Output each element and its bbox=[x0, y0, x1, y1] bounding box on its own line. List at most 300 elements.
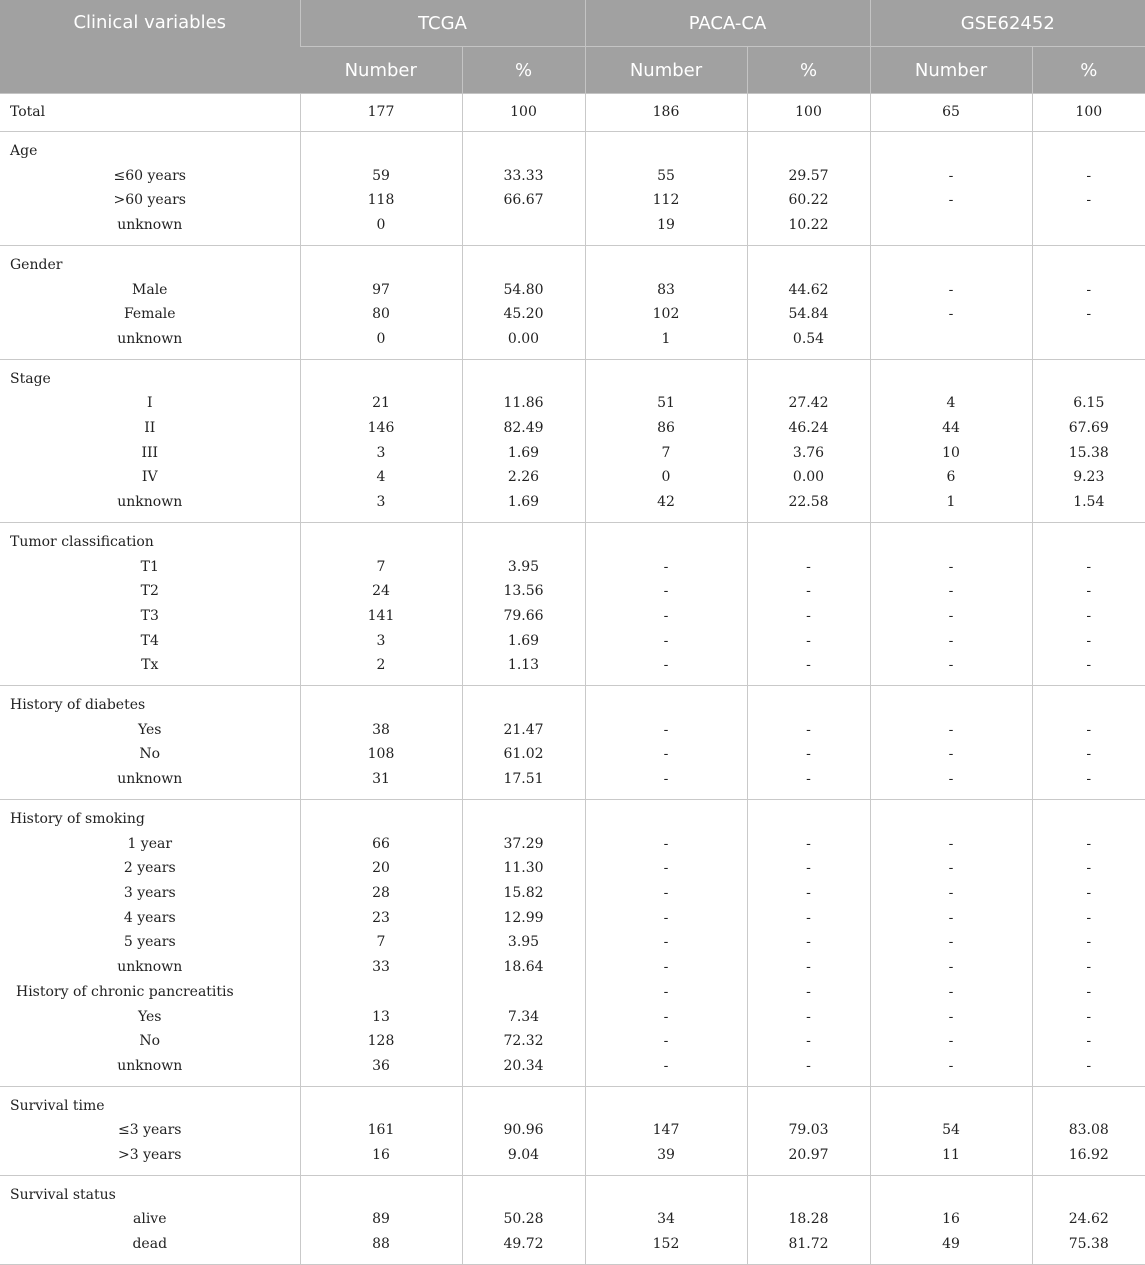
row-label-cell bbox=[0, 604, 300, 629]
table-cell: - bbox=[870, 164, 1032, 189]
table-cell: - bbox=[747, 604, 870, 629]
table-row bbox=[0, 980, 1145, 1005]
table-cell: - bbox=[1032, 832, 1145, 857]
table-cell: - bbox=[1032, 1005, 1145, 1030]
table-cell bbox=[462, 686, 585, 718]
table-row bbox=[0, 906, 1145, 931]
row-label: unknown bbox=[117, 771, 183, 788]
table-cell: 72.32 bbox=[462, 1029, 585, 1054]
table-cell: - bbox=[870, 906, 1032, 931]
table-cell bbox=[870, 522, 1032, 554]
table-cell: 17.51 bbox=[462, 767, 585, 799]
table-row bbox=[0, 604, 1145, 629]
group-title: Gender bbox=[10, 256, 63, 273]
table-cell: 36 bbox=[300, 1054, 462, 1086]
table-cell: - bbox=[585, 579, 747, 604]
table-cell: 3.76 bbox=[747, 441, 870, 466]
row-label: dead bbox=[132, 1236, 168, 1253]
table-cell: - bbox=[1032, 767, 1145, 799]
table-cell: 10.22 bbox=[747, 213, 870, 245]
table-row bbox=[0, 278, 1145, 303]
table-cell bbox=[747, 1086, 870, 1118]
table-cell: 21 bbox=[300, 391, 462, 416]
table-cell: 3.95 bbox=[462, 930, 585, 955]
table-row bbox=[0, 881, 1145, 906]
table-cell: - bbox=[747, 980, 870, 1005]
table-cell: 65 bbox=[870, 94, 1032, 132]
row-label: unknown bbox=[117, 494, 183, 511]
table-cell: 146 bbox=[300, 416, 462, 441]
table-cell: 1 bbox=[870, 490, 1032, 522]
table-cell: - bbox=[747, 653, 870, 685]
table-cell bbox=[747, 686, 870, 718]
total-row bbox=[0, 94, 1145, 132]
table-cell: 3.95 bbox=[462, 555, 585, 580]
table-row bbox=[0, 164, 1145, 189]
table-cell: 18.64 bbox=[462, 955, 585, 980]
table-cell: 0.00 bbox=[747, 465, 870, 490]
row-label-cell bbox=[0, 164, 300, 189]
table-cell bbox=[585, 132, 747, 164]
group-title-row bbox=[0, 132, 1145, 164]
table-cell: 51 bbox=[585, 391, 747, 416]
table-row bbox=[0, 1232, 1145, 1264]
row-label-cell bbox=[0, 465, 300, 490]
row-label: Yes bbox=[138, 1008, 162, 1025]
table-cell: - bbox=[585, 767, 747, 799]
group-title: Survival time bbox=[10, 1097, 105, 1114]
table-cell: - bbox=[585, 718, 747, 743]
table-cell bbox=[1032, 799, 1145, 831]
table-row bbox=[0, 213, 1145, 245]
table-cell: 34 bbox=[585, 1207, 747, 1232]
table-cell: 80 bbox=[300, 302, 462, 327]
table-cell: 2.26 bbox=[462, 465, 585, 490]
table-cell: 1 bbox=[585, 327, 747, 359]
table-cell bbox=[1032, 522, 1145, 554]
table-cell: 44.62 bbox=[747, 278, 870, 303]
table-cell: 83 bbox=[585, 278, 747, 303]
row-label: IV bbox=[141, 469, 158, 486]
table-cell bbox=[300, 245, 462, 277]
header-number: Number bbox=[870, 47, 1032, 94]
table-row bbox=[0, 555, 1145, 580]
row-label: Yes bbox=[138, 721, 162, 738]
row-label-cell bbox=[0, 327, 300, 359]
table-cell: - bbox=[870, 955, 1032, 980]
row-label-cell bbox=[0, 718, 300, 743]
row-label-cell bbox=[0, 629, 300, 654]
row-label: Male bbox=[132, 281, 168, 298]
table-cell: - bbox=[747, 881, 870, 906]
table-cell bbox=[870, 686, 1032, 718]
table-cell: - bbox=[585, 856, 747, 881]
row-label-cell bbox=[0, 906, 300, 931]
table-cell: 0 bbox=[585, 465, 747, 490]
table-row bbox=[0, 1207, 1145, 1232]
group-title: Survival status bbox=[10, 1186, 116, 1203]
table-cell: 13 bbox=[300, 1005, 462, 1030]
table-cell bbox=[585, 686, 747, 718]
table-cell: - bbox=[870, 1029, 1032, 1054]
row-label-cell bbox=[0, 1118, 300, 1143]
table-cell: 81.72 bbox=[747, 1232, 870, 1264]
table-row bbox=[0, 1118, 1145, 1143]
table-cell: - bbox=[747, 555, 870, 580]
table-cell: 3 bbox=[300, 441, 462, 466]
row-label-cell bbox=[0, 213, 300, 245]
row-label: No bbox=[139, 746, 161, 763]
table-cell: - bbox=[585, 629, 747, 654]
table-cell: 1.69 bbox=[462, 629, 585, 654]
table-cell: 82.49 bbox=[462, 416, 585, 441]
table-cell: 50.28 bbox=[462, 1207, 585, 1232]
table-cell: 0.54 bbox=[747, 327, 870, 359]
table-cell: 28 bbox=[300, 881, 462, 906]
row-label: unknown bbox=[117, 330, 183, 347]
row-label: Tx bbox=[141, 657, 159, 674]
table-row bbox=[0, 742, 1145, 767]
table-cell bbox=[1032, 132, 1145, 164]
table-cell: 37.29 bbox=[462, 832, 585, 857]
row-label: T2 bbox=[140, 583, 159, 600]
table-cell: - bbox=[585, 653, 747, 685]
group-title-row bbox=[0, 522, 1145, 554]
table-cell: - bbox=[1032, 629, 1145, 654]
row-label: unknown bbox=[117, 217, 183, 234]
table-header bbox=[0, 0, 1145, 94]
table-row bbox=[0, 327, 1145, 359]
table-cell: 49.72 bbox=[462, 1232, 585, 1264]
table-cell: - bbox=[870, 718, 1032, 743]
table-cell: 19 bbox=[585, 213, 747, 245]
table-cell: - bbox=[870, 980, 1032, 1005]
row-label: >3 years bbox=[117, 1147, 182, 1164]
table-cell bbox=[300, 132, 462, 164]
header-dataset-gse62452: GSE62452 bbox=[870, 0, 1145, 47]
table-cell: 42 bbox=[585, 490, 747, 522]
table-cell bbox=[1032, 213, 1145, 245]
table-cell bbox=[462, 213, 585, 245]
table-cell: 177 bbox=[300, 94, 462, 132]
table-cell: 79.66 bbox=[462, 604, 585, 629]
table-cell: - bbox=[870, 555, 1032, 580]
table-cell bbox=[462, 245, 585, 277]
table-cell: 54.84 bbox=[747, 302, 870, 327]
table-cell: 112 bbox=[585, 188, 747, 213]
table-cell: 11.30 bbox=[462, 856, 585, 881]
table-cell: - bbox=[1032, 1029, 1145, 1054]
table-row bbox=[0, 767, 1145, 799]
table-cell: 152 bbox=[585, 1232, 747, 1264]
table-cell bbox=[747, 245, 870, 277]
group-title-row bbox=[0, 686, 1145, 718]
table-cell: - bbox=[870, 1054, 1032, 1086]
table-row bbox=[0, 1143, 1145, 1175]
table-cell: - bbox=[585, 881, 747, 906]
table-cell: 100 bbox=[462, 94, 585, 132]
row-label: unknown bbox=[117, 1057, 183, 1074]
table-cell bbox=[1032, 686, 1145, 718]
table-row bbox=[0, 832, 1145, 857]
row-label-cell bbox=[0, 1005, 300, 1030]
row-label-cell bbox=[0, 742, 300, 767]
table-cell: - bbox=[747, 1005, 870, 1030]
table-cell: 22.58 bbox=[747, 490, 870, 522]
table-cell: 20 bbox=[300, 856, 462, 881]
header-dataset-tcga: TCGA bbox=[300, 0, 585, 47]
table-cell bbox=[462, 132, 585, 164]
table-cell bbox=[300, 686, 462, 718]
row-label-cell bbox=[0, 856, 300, 881]
table-cell: 88 bbox=[300, 1232, 462, 1264]
table-cell bbox=[747, 132, 870, 164]
table-cell: 89 bbox=[300, 1207, 462, 1232]
table-cell: - bbox=[585, 980, 747, 1005]
table-cell: 0 bbox=[300, 213, 462, 245]
table-cell: 79.03 bbox=[747, 1118, 870, 1143]
table-cell: 16 bbox=[300, 1143, 462, 1175]
row-label: unknown bbox=[117, 959, 183, 976]
table-cell: 9.04 bbox=[462, 1143, 585, 1175]
table-cell: 2 bbox=[300, 653, 462, 685]
table-cell bbox=[870, 799, 1032, 831]
table-cell: 6.15 bbox=[1032, 391, 1145, 416]
row-label-cell bbox=[0, 980, 300, 1005]
table-cell: - bbox=[585, 1029, 747, 1054]
table-cell: - bbox=[1032, 555, 1145, 580]
table-cell: 10 bbox=[870, 441, 1032, 466]
table-cell: 0.00 bbox=[462, 327, 585, 359]
row-label: 1 year bbox=[127, 835, 173, 852]
table-cell: 24.62 bbox=[1032, 1207, 1145, 1232]
table-cell: 45.20 bbox=[462, 302, 585, 327]
table-cell: 7.34 bbox=[462, 1005, 585, 1030]
table-cell: 6 bbox=[870, 465, 1032, 490]
table-row bbox=[0, 930, 1145, 955]
table-cell: - bbox=[1032, 718, 1145, 743]
row-label-cell bbox=[0, 1029, 300, 1054]
table-cell: 1.13 bbox=[462, 653, 585, 685]
table-cell: - bbox=[870, 629, 1032, 654]
table-cell: 102 bbox=[585, 302, 747, 327]
table-cell bbox=[1032, 1175, 1145, 1207]
row-label: History of chronic pancreatitis bbox=[16, 983, 234, 1000]
row-label-cell bbox=[0, 490, 300, 522]
row-label-cell bbox=[0, 391, 300, 416]
row-label-cell bbox=[0, 441, 300, 466]
table-cell: 1.54 bbox=[1032, 490, 1145, 522]
table-cell: - bbox=[870, 579, 1032, 604]
row-label-cell bbox=[0, 579, 300, 604]
row-label: 5 years bbox=[123, 934, 176, 951]
table-cell: 44 bbox=[870, 416, 1032, 441]
row-label: 3 years bbox=[123, 884, 176, 901]
table-cell bbox=[300, 799, 462, 831]
table-cell: - bbox=[585, 906, 747, 931]
total-label: Total bbox=[0, 94, 300, 132]
table-cell: 54 bbox=[870, 1118, 1032, 1143]
table-cell: 18.28 bbox=[747, 1207, 870, 1232]
row-label: T4 bbox=[140, 632, 159, 649]
table-cell: - bbox=[870, 278, 1032, 303]
table-cell: - bbox=[585, 955, 747, 980]
table-cell: - bbox=[1032, 980, 1145, 1005]
table-cell: 161 bbox=[300, 1118, 462, 1143]
table-cell bbox=[585, 359, 747, 391]
header-percent: % bbox=[747, 47, 870, 94]
table-cell: 33.33 bbox=[462, 164, 585, 189]
row-label: T3 bbox=[140, 607, 159, 624]
table-cell: - bbox=[870, 302, 1032, 327]
table-cell: 66.67 bbox=[462, 188, 585, 213]
table-cell: - bbox=[870, 930, 1032, 955]
table-cell bbox=[747, 1175, 870, 1207]
row-label-cell bbox=[0, 555, 300, 580]
table-cell: 100 bbox=[1032, 94, 1145, 132]
table-row bbox=[0, 718, 1145, 743]
table-cell: - bbox=[585, 555, 747, 580]
table-cell: - bbox=[1032, 604, 1145, 629]
table-cell: - bbox=[747, 856, 870, 881]
row-label: ≤60 years bbox=[113, 167, 186, 184]
table-cell: - bbox=[747, 767, 870, 799]
table-cell: - bbox=[747, 930, 870, 955]
table-cell: - bbox=[1032, 955, 1145, 980]
table-cell bbox=[462, 1086, 585, 1118]
table-cell: 1.69 bbox=[462, 441, 585, 466]
table-cell bbox=[300, 522, 462, 554]
header-clinical-variables: Clinical variables bbox=[0, 0, 300, 94]
table-row bbox=[0, 302, 1145, 327]
table-cell bbox=[585, 1175, 747, 1207]
table-cell: 46.24 bbox=[747, 416, 870, 441]
table-cell: 20.97 bbox=[747, 1143, 870, 1175]
table-cell: - bbox=[870, 767, 1032, 799]
table-cell bbox=[300, 1086, 462, 1118]
table-cell: - bbox=[747, 955, 870, 980]
row-label: 4 years bbox=[123, 909, 176, 926]
table-cell: 59 bbox=[300, 164, 462, 189]
table-cell bbox=[462, 980, 585, 1005]
table-cell: - bbox=[870, 653, 1032, 685]
table-cell bbox=[870, 359, 1032, 391]
table-row bbox=[0, 1005, 1145, 1030]
table-cell: - bbox=[585, 1054, 747, 1086]
row-label-cell bbox=[0, 881, 300, 906]
table-cell bbox=[462, 799, 585, 831]
table-cell: - bbox=[1032, 653, 1145, 685]
header-percent: % bbox=[1032, 47, 1145, 94]
table-cell: 3 bbox=[300, 490, 462, 522]
header-number: Number bbox=[585, 47, 747, 94]
table-cell: - bbox=[870, 188, 1032, 213]
table-cell: 15.82 bbox=[462, 881, 585, 906]
row-label-cell bbox=[0, 302, 300, 327]
table-cell: - bbox=[1032, 856, 1145, 881]
table-cell: - bbox=[747, 579, 870, 604]
table-row bbox=[0, 579, 1145, 604]
table-cell bbox=[300, 1175, 462, 1207]
row-label-cell bbox=[0, 653, 300, 685]
group-title: Tumor classification bbox=[10, 533, 154, 550]
table-cell: 100 bbox=[747, 94, 870, 132]
table-cell: 29.57 bbox=[747, 164, 870, 189]
row-label-cell bbox=[0, 832, 300, 857]
group-title: Stage bbox=[10, 370, 51, 387]
row-label: III bbox=[141, 444, 159, 461]
header-dataset-paca-ca: PACA-CA bbox=[585, 0, 870, 47]
table-cell: 15.38 bbox=[1032, 441, 1145, 466]
table-cell: - bbox=[585, 930, 747, 955]
row-label-cell bbox=[0, 278, 300, 303]
table-cell bbox=[585, 799, 747, 831]
table-cell: 75.38 bbox=[1032, 1232, 1145, 1264]
table-cell: 90.96 bbox=[462, 1118, 585, 1143]
table-row bbox=[0, 1054, 1145, 1086]
table-cell bbox=[870, 213, 1032, 245]
table-cell: 86 bbox=[585, 416, 747, 441]
table-cell: 7 bbox=[300, 555, 462, 580]
row-label-cell bbox=[0, 1207, 300, 1232]
table-cell: 20.34 bbox=[462, 1054, 585, 1086]
table-cell: 11 bbox=[870, 1143, 1032, 1175]
table-cell bbox=[747, 799, 870, 831]
table-cell: 83.08 bbox=[1032, 1118, 1145, 1143]
group-title-row bbox=[0, 799, 1145, 831]
table-cell bbox=[1032, 1086, 1145, 1118]
table-cell bbox=[462, 522, 585, 554]
table-cell: - bbox=[1032, 579, 1145, 604]
row-label: 2 years bbox=[123, 860, 176, 877]
table-cell: 38 bbox=[300, 718, 462, 743]
table-cell bbox=[585, 1086, 747, 1118]
table-cell bbox=[585, 522, 747, 554]
row-label: alive bbox=[133, 1211, 167, 1228]
table-cell: - bbox=[870, 604, 1032, 629]
table-cell: 0 bbox=[300, 327, 462, 359]
table-cell: 97 bbox=[300, 278, 462, 303]
table-cell: - bbox=[1032, 302, 1145, 327]
table-cell: 54.80 bbox=[462, 278, 585, 303]
row-label: >60 years bbox=[113, 192, 186, 209]
group-title: Age bbox=[10, 143, 38, 159]
table-cell: 55 bbox=[585, 164, 747, 189]
table-cell: - bbox=[1032, 188, 1145, 213]
table-cell: - bbox=[870, 742, 1032, 767]
table-cell: - bbox=[1032, 881, 1145, 906]
table-cell bbox=[1032, 327, 1145, 359]
table-row bbox=[0, 1029, 1145, 1054]
header-number: Number bbox=[300, 47, 462, 94]
table-row bbox=[0, 490, 1145, 522]
table-cell bbox=[870, 1086, 1032, 1118]
table-cell: 13.56 bbox=[462, 579, 585, 604]
table-row bbox=[0, 653, 1145, 685]
table-cell bbox=[870, 1175, 1032, 1207]
table-cell: - bbox=[870, 856, 1032, 881]
table-cell: - bbox=[870, 1005, 1032, 1030]
table-cell: 49 bbox=[870, 1232, 1032, 1264]
table-cell: 7 bbox=[585, 441, 747, 466]
table-cell: 31 bbox=[300, 767, 462, 799]
group-title-row bbox=[0, 1086, 1145, 1118]
table-cell: 16.92 bbox=[1032, 1143, 1145, 1175]
table-cell: 3 bbox=[300, 629, 462, 654]
table-cell bbox=[870, 245, 1032, 277]
table-cell: 141 bbox=[300, 604, 462, 629]
row-label: ≤3 years bbox=[117, 1122, 182, 1139]
